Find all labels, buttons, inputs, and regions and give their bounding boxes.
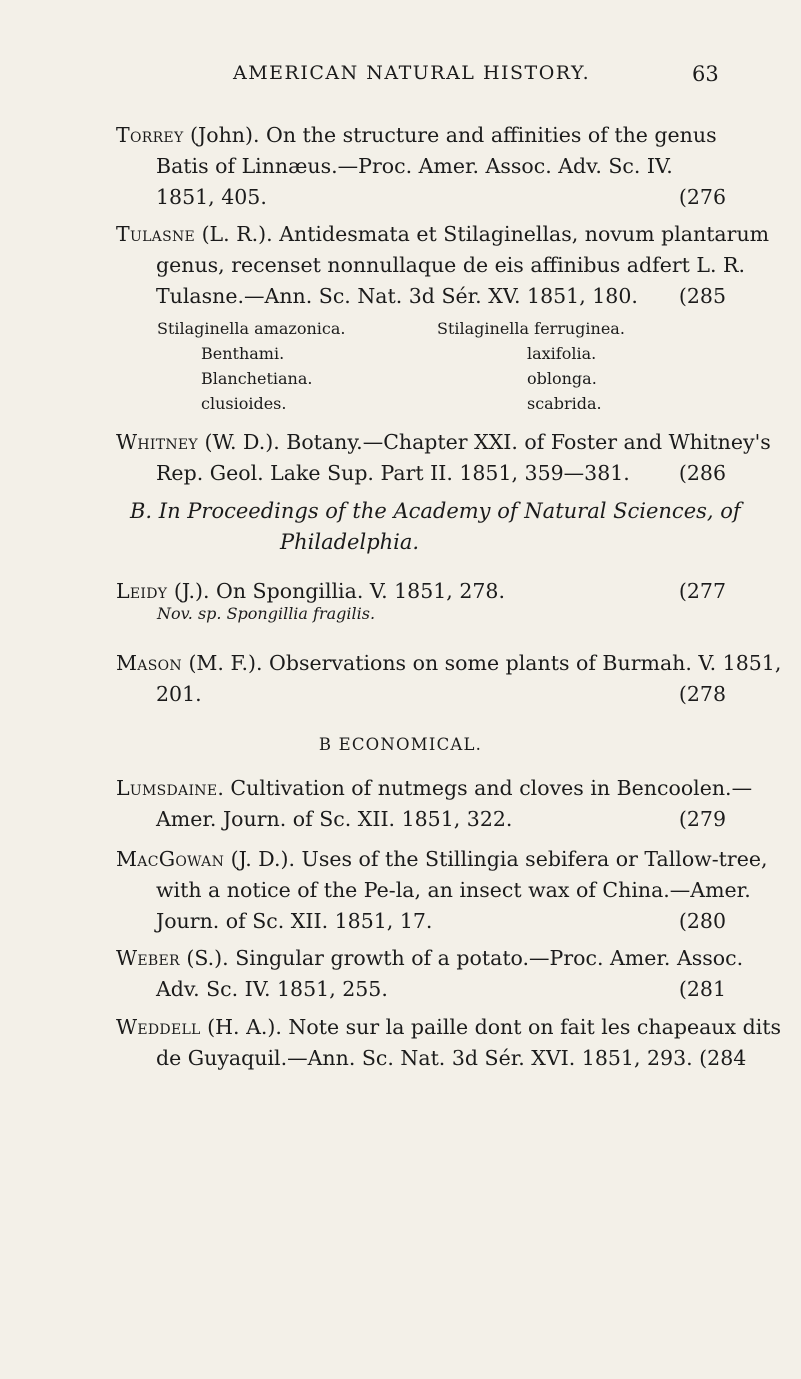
bibliography-entry-mason [116,648,782,710]
entry-text: Journ. of Sc. XII. 1851, 17. [156,909,433,933]
entry-text: with a notice of the Pe-la, an insect wax of China.—Amer. [156,878,751,902]
entry-text: (L. R.). Antidesmata et Stilaginellas, novum plantarum [195,222,770,246]
species-name: oblonga. [527,369,597,388]
entry-author: Whitney [116,430,198,454]
entry-text: 201. [156,682,202,706]
species-note: Nov. sp. Spongillia fragilis. [157,604,376,623]
bibliography-entry-macgowan [116,844,768,937]
entry-author: Tulasne [116,222,196,246]
entry-text: Amer. Journ. of Sc. XII. 1851, 322. [156,807,513,831]
bibliography-entry-weddell [116,1012,782,1074]
section-heading-line: B. In Proceedings of the Academy of Natural Sciences, of [130,499,741,523]
species-list-left [157,316,345,416]
entry-text: Batis of Linnæus.—Proc. Amer. Assoc. Adv. Sc. IV. [156,154,673,178]
reference-number: (286 [678,461,726,485]
section-heading-line: Philadelphia. [280,530,420,554]
entry-text: (J. D.). Uses of the Stillingia sebifera or Tallow-tree, [224,847,768,871]
entry-text: genus, recenset nonnullaque de eis affinibus adfert L. R. [156,253,746,277]
species-name: clusioides. [201,394,287,413]
entry-text: Adv. Sc. IV. 1851, 255. [156,977,388,1001]
entry-author: MacGowan [116,847,225,871]
reference-number: (276 [678,185,726,209]
species-name: Stilaginella ferruginea. [437,319,625,338]
entry-text: Tulasne.—Ann. Sc. Nat. 3d Sér. XV. 1851, 180. [156,284,638,308]
species-name: laxifolia. [527,344,597,363]
running-title: AMERICAN NATURAL HISTORY. [233,62,591,84]
entry-text: (John). On the structure and affinities of the genus [183,123,717,147]
entry-text: (S.). Singular growth of a potato.—Proc. Amer. Assoc. [179,946,744,970]
entry-text: Rep. Geol. Lake Sup. Part II. 1851, 359—381. [156,461,630,485]
entry-author: Torrey [116,123,184,147]
entry-author: Mason [116,651,182,675]
running-head [0,62,801,92]
entry-text: (J.). On Spongillia. V. 1851, 278. [167,579,505,603]
entry-author: Lumsdaine [116,776,218,800]
section-heading-economical: B ECONOMICAL. [318,735,483,754]
bibliography-entry-whitney [116,427,771,489]
entry-author: Weddell [116,1015,201,1039]
bibliography-entry-tulasne [116,219,770,312]
reference-number: (279 [678,807,726,831]
species-name: Stilaginella amazonica. [157,319,346,338]
entry-text: de Guyaquil.—Ann. Sc. Nat. 3d Sér. XVI. 1851, 293. (284 [156,1046,747,1070]
entry-text: (H. A.). Note sur la paille dont on fait les chapeaux dits [200,1015,782,1039]
reference-number: (281 [678,977,726,1001]
entry-text: (W. D.). Botany.—Chapter XXI. of Foster and Whitney's [197,430,771,454]
species-list-right [437,316,625,416]
reference-number: (285 [678,284,726,308]
species-name: Benthami. [201,344,285,363]
entry-text: 1851, 405. [156,185,267,209]
section-heading-proceedings [116,496,741,558]
bibliography-entry-lumsdaine [116,773,753,835]
reference-number: (277 [678,579,726,603]
species-name: Blanchetiana. [201,369,313,388]
entry-author: Weber [116,946,180,970]
bibliography-entry-weber [116,943,744,1005]
reference-number: (280 [678,909,726,933]
reference-number: (278 [678,682,726,706]
entry-author: Leidy [116,579,168,603]
species-name: scabrida. [527,394,602,413]
bibliography-entry-torrey [116,120,724,213]
entry-text: (M. F.). Observations on some plants of Burmah. V. 1851, [181,651,782,675]
bibliography-entry-leidy [116,576,724,607]
page-number: 63 [692,62,719,86]
entry-text: . Cultivation of nutmegs and cloves in Bencoolen.— [217,776,753,800]
